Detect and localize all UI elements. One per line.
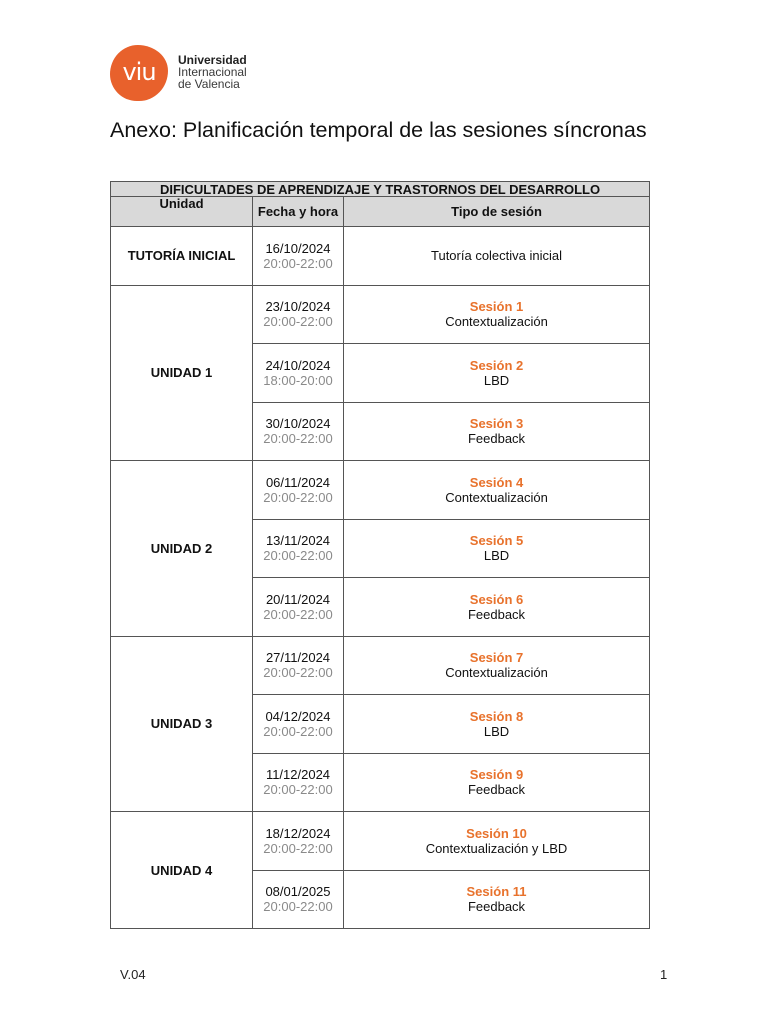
session-time: 20:00-22:00 [263, 489, 333, 505]
session-date: 30/10/2024 [265, 416, 331, 432]
session-date: 27/11/2024 [265, 650, 331, 666]
session-time: 20:00-22:00 [263, 840, 333, 856]
date-cell [253, 870, 344, 929]
unit-cell: UNIDAD 4 [111, 812, 253, 929]
date-cell [253, 344, 344, 403]
session-number: Sesión 6 [469, 591, 524, 607]
session-number: Sesión 7 [469, 650, 524, 666]
header-unidad: Unidad [111, 197, 253, 227]
session-name: Contextualización [445, 665, 548, 681]
session-time: 20:00-22:00 [263, 782, 333, 798]
session-name: LBD [483, 548, 510, 564]
date-cell [253, 695, 344, 754]
session-time: 20:00-22:00 [263, 723, 333, 739]
session-number: Sesión 10 [466, 825, 527, 841]
session-time: 20:00-22:00 [263, 548, 333, 564]
session-type-cell [344, 753, 650, 812]
session-type-cell [344, 402, 650, 461]
session-time: 20:00-22:00 [263, 431, 333, 447]
session-date: 11/12/2024 [265, 767, 331, 783]
table-caption: DIFICULTADES DE APRENDIZAJE Y TRASTORNOS DEL DESARROLLO [111, 182, 650, 197]
session-type-cell [344, 636, 650, 695]
session-name: Feedback [467, 782, 526, 798]
session-time: 18:00-20:00 [263, 372, 333, 388]
session-name: Contextualización [445, 314, 548, 330]
session-time: 20:00-22:00 [263, 255, 333, 271]
logo-line-3: de Valencia [178, 77, 240, 91]
logo-line-2: Internacional [178, 65, 247, 79]
header-fecha: Fecha y hora [253, 197, 344, 227]
viu-logo [110, 44, 270, 104]
session-date: 08/01/2025 [265, 884, 331, 900]
session-name: LBD [483, 372, 510, 388]
session-number: Sesión 4 [469, 474, 524, 490]
logo-line-1: Universidad [178, 53, 247, 67]
schedule-table [110, 181, 650, 929]
session-number: Sesión 2 [469, 357, 524, 373]
date-cell [253, 636, 344, 695]
session-type-cell [344, 344, 650, 403]
date-cell [253, 461, 344, 520]
table-row [111, 812, 650, 871]
footer-page-number: 1 [660, 967, 668, 982]
unit-cell: UNIDAD 3 [111, 636, 253, 812]
session-date: 06/11/2024 [265, 474, 331, 490]
session-date: 16/10/2024 [265, 240, 331, 256]
date-cell [253, 402, 344, 461]
session-date: 20/11/2024 [265, 591, 331, 607]
unit-cell: TUTORÍA INICIAL [111, 227, 253, 286]
schedule-body [111, 227, 650, 929]
session-number: Sesión 5 [469, 533, 524, 549]
logo-text [178, 54, 247, 90]
session-type-cell [344, 461, 650, 520]
session-date: 13/11/2024 [265, 533, 331, 549]
session-name: LBD [483, 723, 510, 739]
session-date: 18/12/2024 [265, 825, 331, 841]
date-cell [253, 519, 344, 578]
date-cell [253, 227, 344, 286]
table-row [111, 461, 650, 520]
session-number: Sesión 11 [466, 884, 527, 900]
session-time: 20:00-22:00 [263, 665, 333, 681]
date-cell [253, 753, 344, 812]
session-name: Tutoría colectiva inicial [431, 248, 563, 264]
session-type-cell [344, 227, 650, 286]
session-number: Sesión 8 [469, 708, 524, 724]
session-number: Sesión 3 [469, 416, 524, 432]
session-name: Contextualización y LBD [425, 840, 568, 856]
date-cell [253, 285, 344, 344]
session-time: 20:00-22:00 [263, 314, 333, 330]
date-cell [253, 578, 344, 637]
session-number: Sesión 1 [469, 299, 524, 315]
session-type-cell [344, 578, 650, 637]
page-title: Anexo: Planificación temporal de las sesiones síncronas [110, 118, 647, 142]
unit-cell: UNIDAD 2 [111, 461, 253, 637]
footer-version: V.04 [120, 967, 146, 982]
header-tipo: Tipo de sesión [344, 197, 650, 227]
session-type-cell [344, 695, 650, 754]
session-name: Feedback [467, 606, 526, 622]
session-date: 24/10/2024 [265, 357, 331, 373]
session-name: Contextualización [445, 489, 548, 505]
session-date: 23/10/2024 [265, 299, 331, 315]
session-type-cell [344, 812, 650, 871]
table-row [111, 285, 650, 344]
session-time: 20:00-22:00 [263, 606, 333, 622]
session-time: 20:00-22:00 [263, 899, 333, 915]
table-row [111, 227, 650, 286]
session-type-cell [344, 285, 650, 344]
unit-cell: UNIDAD 1 [111, 285, 253, 461]
session-type-cell [344, 870, 650, 929]
session-type-cell [344, 519, 650, 578]
date-cell [253, 812, 344, 871]
session-name: Feedback [467, 899, 526, 915]
session-number: Sesión 9 [469, 767, 524, 783]
table-row [111, 636, 650, 695]
session-date: 04/12/2024 [265, 708, 331, 724]
logo-mark: viu [122, 58, 156, 86]
session-name: Feedback [467, 431, 526, 447]
